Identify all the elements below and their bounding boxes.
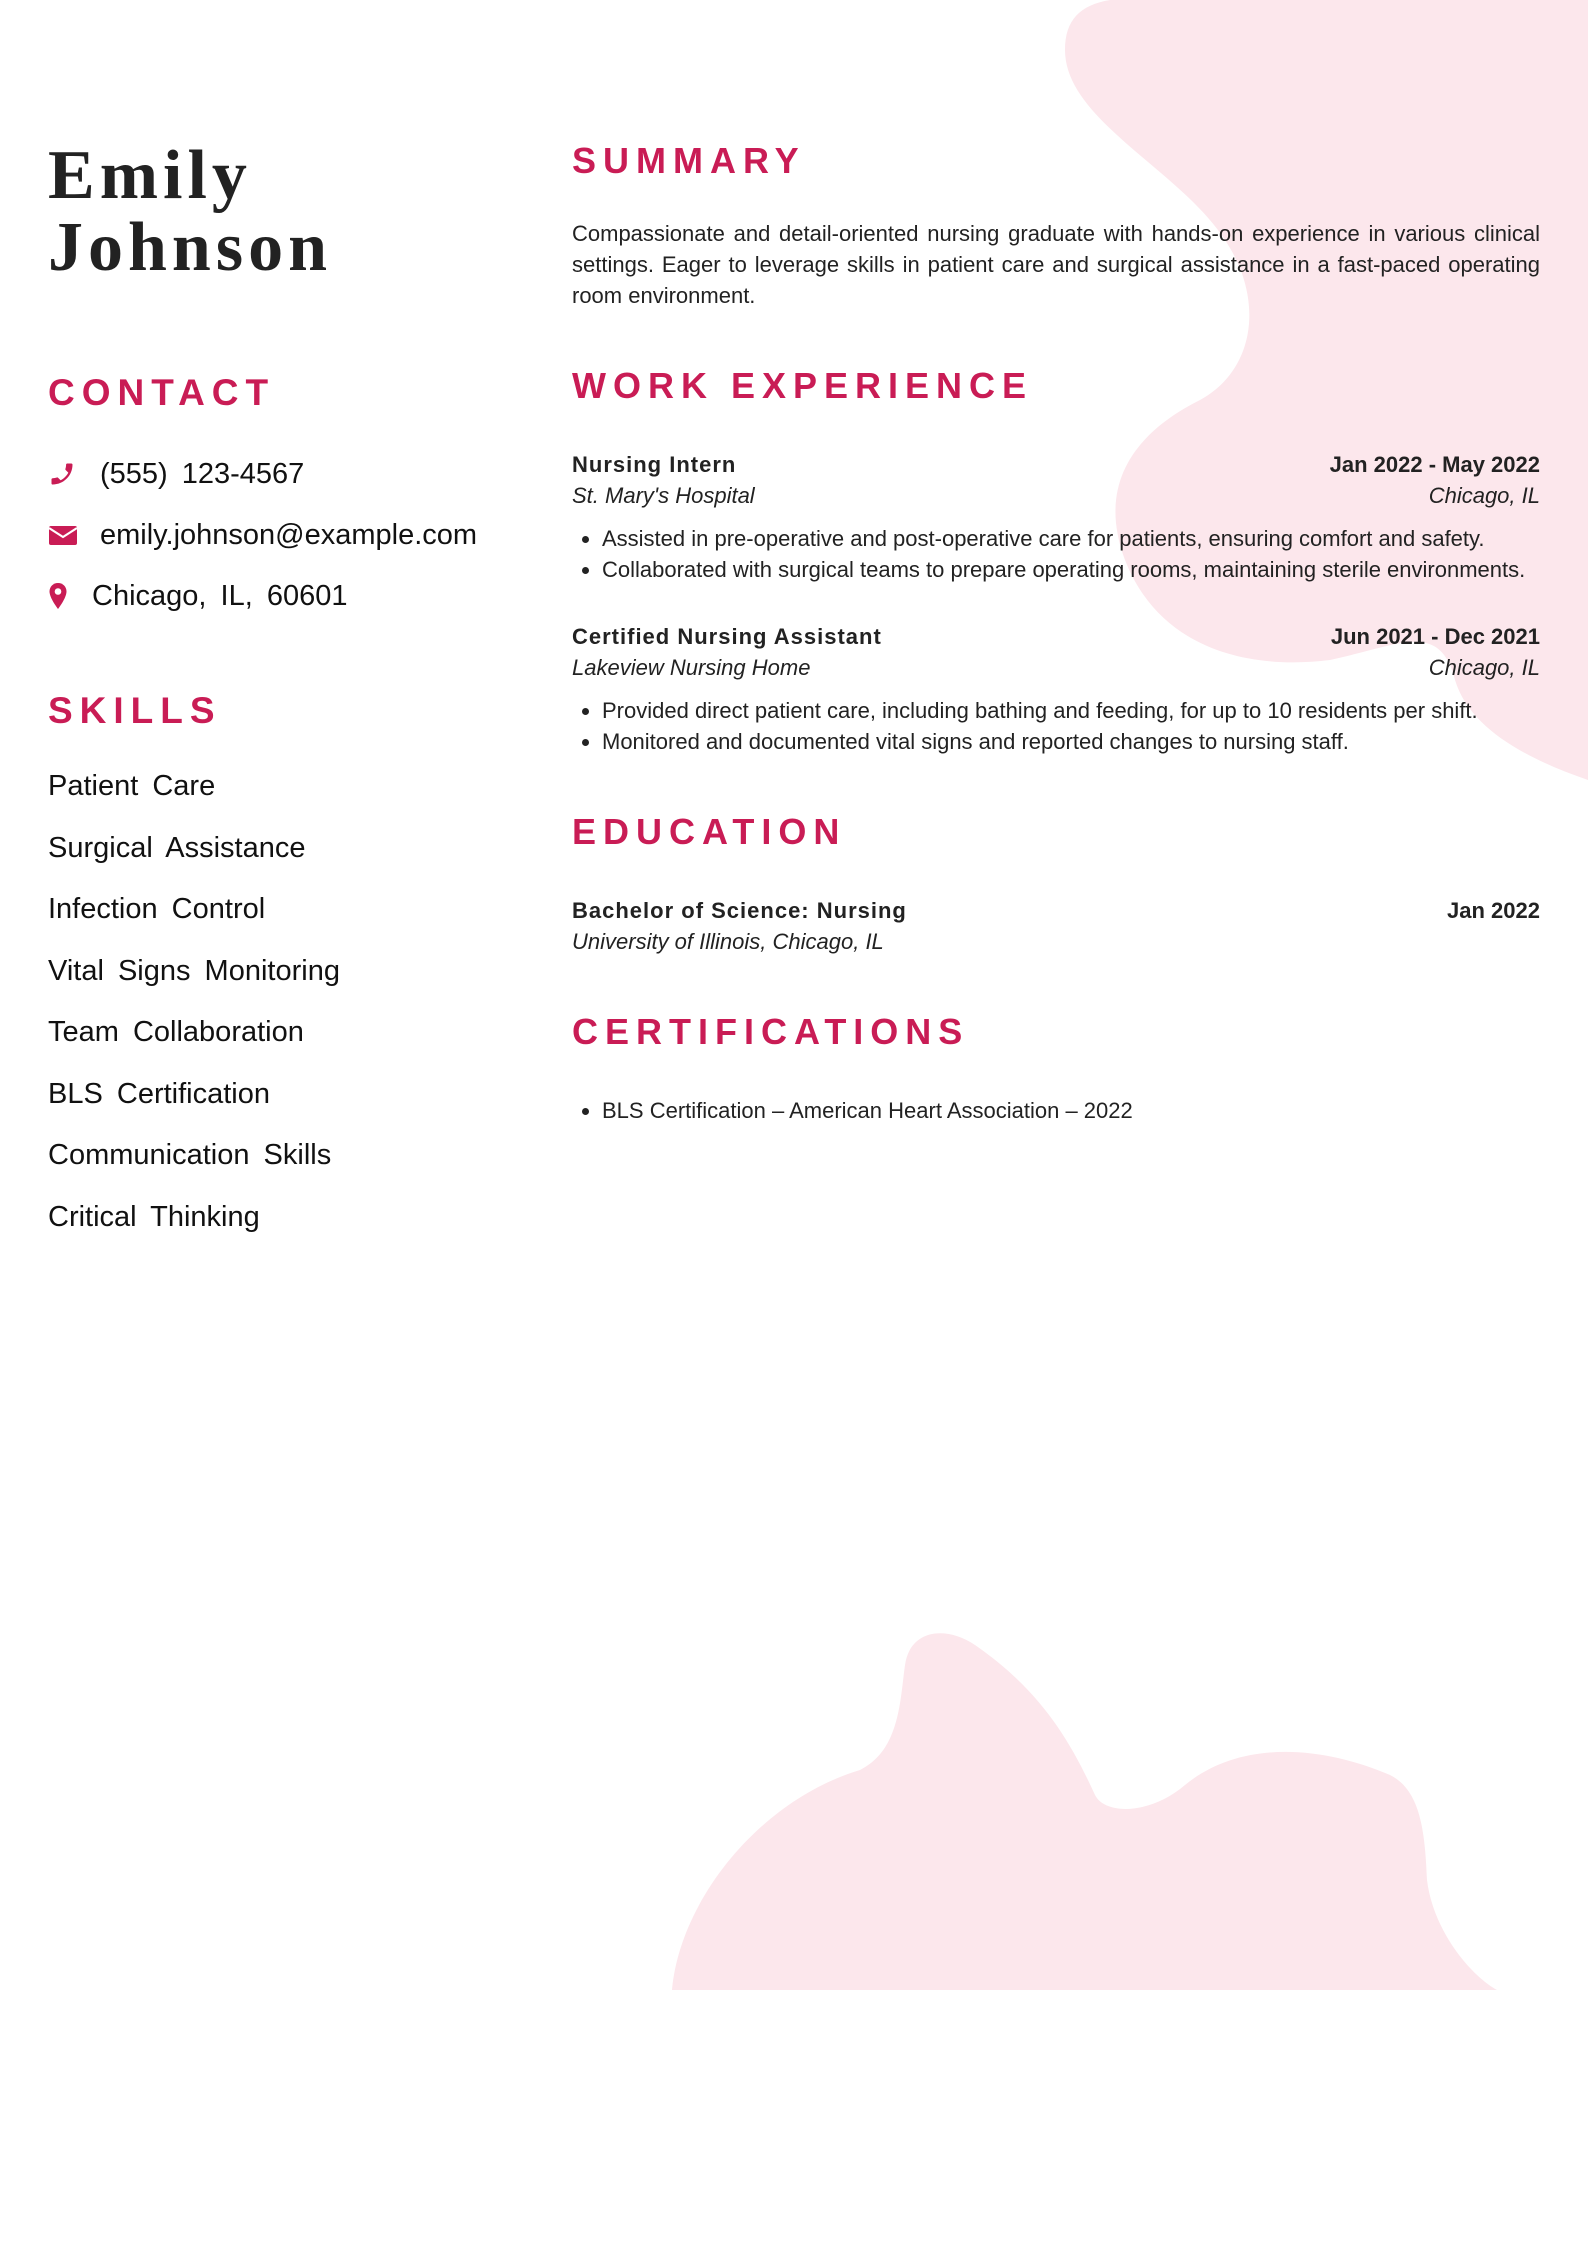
contact-phone [48, 454, 528, 494]
right-column [572, 140, 1540, 1126]
phone-text[interactable]: (555) 123-4567 [100, 457, 305, 490]
contact-list [48, 454, 528, 616]
job-title: Nursing Intern [572, 452, 737, 477]
contact-email [48, 515, 528, 555]
left-column [48, 137, 528, 1258]
education-entry [572, 895, 1540, 957]
job-bullets [572, 523, 1540, 585]
candidate-name [48, 137, 528, 286]
skill-item: Communication Skills [48, 1139, 332, 1171]
skill-item: Infection Control [48, 893, 266, 925]
degree: Bachelor of Science: Nursing [572, 898, 907, 923]
skill-item: Vital Signs Monitoring [48, 954, 340, 987]
location-text: Chicago, IL, 60601 [92, 579, 348, 612]
job-title: Certified Nursing Assistant [572, 624, 882, 649]
job-entry [572, 449, 1540, 585]
job-entry [572, 621, 1540, 757]
certifications-section [572, 1011, 1540, 1126]
phone-icon [48, 460, 82, 488]
work-experience-section [572, 365, 1540, 757]
skill-item: BLS Certification [48, 1077, 270, 1110]
summary-text: Compassionate and detail-oriented nursing graduate with hands-on experience in various clinical settings. Eager to leverage skills in patient care and surgical assistance in a fast-paced operating room environment. [572, 221, 1540, 308]
skill-item: Critical Thinking [48, 1200, 260, 1233]
job-dates: Jan 2022 - May 2022 [1329, 452, 1540, 477]
certifications-list [572, 1095, 1540, 1126]
job-location: Chicago, IL [1428, 655, 1540, 680]
certifications-heading: CERTIFICATIONS [572, 1011, 970, 1052]
email-text[interactable]: emily.johnson@example.com [100, 518, 478, 551]
job-dates: Jun 2021 - Dec 2021 [1330, 624, 1540, 649]
job-employer: St. Mary's Hospital [572, 483, 755, 508]
map-pin-icon [48, 582, 74, 610]
contact-heading: CONTACT [48, 372, 276, 413]
job-bullet: • Collaborated with surgical teams to prepare operating rooms, maintaining sterile environments. [602, 554, 1540, 585]
skills-list [48, 766, 528, 1258]
work-experience-heading: WORK EXPERIENCE [572, 365, 1034, 406]
job-employer: Lakeview Nursing Home [572, 655, 811, 680]
education-section [572, 811, 1540, 957]
job-location: Chicago, IL [1428, 483, 1540, 508]
skill-item: Team Collaboration [48, 1016, 304, 1048]
last-name: Johnson [48, 209, 333, 286]
summary-section [572, 140, 1540, 311]
job-bullet: • Provided direct patient care, including bathing and feeding, for up to 10 residents per shift. [602, 695, 1540, 726]
job-bullet: • Assisted in pre-operative and post-operative care for patients, ensuring comfort and safety. [602, 523, 1540, 554]
certification-item: • BLS Certification – American Heart Association – 2022 [602, 1095, 1540, 1126]
skill-item: Surgical Assistance [48, 831, 306, 864]
job-bullets [572, 695, 1540, 757]
envelope-icon [48, 523, 82, 547]
summary-heading: SUMMARY [572, 140, 806, 181]
skills-heading: SKILLS [48, 690, 222, 731]
education-date: Jan 2022 [1447, 898, 1540, 923]
education-heading: EDUCATION [572, 811, 847, 852]
skill-item: Patient Care [48, 770, 216, 802]
school: University of Illinois, Chicago, IL [572, 929, 884, 954]
job-bullet: • Monitored and documented vital signs and reported changes to nursing staff. [602, 726, 1540, 757]
contact-location [48, 576, 528, 616]
first-name: Emily [48, 137, 252, 214]
